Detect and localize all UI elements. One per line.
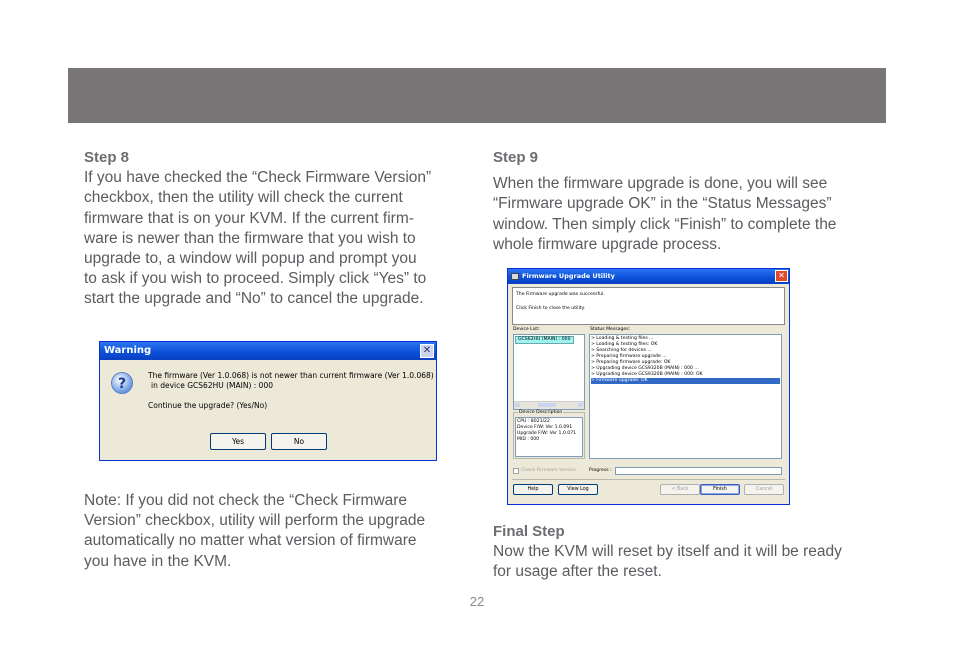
step8-section: [84, 148, 464, 310]
scroll-right-icon[interactable]: [578, 403, 583, 407]
step9-heading: Step 9: [493, 149, 539, 166]
step9-line: window. Then simply click “Finish” to complete the: [493, 215, 837, 233]
device-list-item[interactable]: GCS62HU (MAIN) : 000: [515, 336, 574, 344]
description-line: CPU : 8021/22: [517, 419, 550, 424]
fw-info-panel: [512, 287, 785, 325]
close-icon[interactable]: ✕: [775, 270, 788, 282]
final-step-line: Now the KVM will reset by itself and it will be ready: [493, 543, 842, 561]
device-list-label: Device List:: [513, 327, 540, 332]
description-line: MID : 000: [517, 437, 540, 442]
note-line: you have in the KVM.: [84, 552, 232, 570]
check-firmware-version-checkbox[interactable]: [513, 468, 519, 474]
note-line: Note: If you did not check the “Check Firmware: [84, 492, 408, 509]
horizontal-scrollbar[interactable]: [514, 401, 584, 409]
description-line: Upgrade F/W: Ver 1.0.071: [517, 431, 577, 436]
progress-label: Progress :: [589, 468, 612, 473]
step8-line: firmware that is on your KVM. If the current firm-: [84, 209, 414, 227]
status-message: > Searching for devices ...: [591, 348, 652, 353]
yes-button[interactable]: Yes: [210, 433, 266, 450]
status-message: > Loading & testing files: OK: [591, 342, 658, 347]
view-log-button[interactable]: View Log: [558, 484, 598, 495]
cancel-button[interactable]: Cancel: [744, 484, 784, 495]
fw-instruction-text: Click Finish to close the utility.: [516, 306, 586, 311]
step9-line: When the firmware upgrade is done, you will see: [493, 175, 828, 193]
description-line: Device F/W: Ver 1.0.091: [517, 425, 573, 430]
app-icon: [511, 273, 519, 280]
step8-line: If you have checked the “Check Firmware Version”: [84, 169, 432, 187]
step8-line: ware is newer than the firmware that you wish to: [84, 229, 416, 247]
page-number: 22: [469, 594, 485, 609]
back-button[interactable]: < Back: [660, 484, 700, 495]
final-step-heading: Final Step: [493, 523, 565, 540]
help-button[interactable]: Help: [513, 484, 553, 495]
device-description-box: [515, 417, 583, 457]
check-firmware-version-label: Check Firmware Version: [521, 468, 576, 473]
warning-message-line: in device GCS62HU (MAIN) : 000: [151, 381, 273, 390]
header-banner: [68, 68, 886, 123]
close-icon[interactable]: ✕: [420, 344, 434, 358]
step8-line: to ask if you wish to proceed. Simply click “Yes” to: [84, 270, 427, 288]
step9-section: [493, 148, 873, 255]
status-message-selected: > Firmware upgrade: OK: [591, 378, 780, 384]
fw-success-text: The Firmware upgrade was successful.: [516, 292, 605, 297]
finish-button[interactable]: Finish: [700, 484, 740, 495]
step9-line: “Firmware upgrade OK” in the “Status Messages”: [493, 195, 832, 213]
status-message: > Upgrading device GCS9320B (MAIN) : 000: OK: [591, 372, 703, 377]
status-messages-label: Status Messages:: [590, 327, 631, 332]
scroll-left-icon[interactable]: [515, 403, 520, 407]
warning-message: [148, 371, 434, 391]
note-line: Version” checkbox, utility will perform the upgrade: [84, 512, 426, 530]
final-step-line: for usage after the reset.: [493, 563, 662, 581]
fw-title: Firmware Upgrade Utility: [522, 272, 615, 280]
device-list[interactable]: [513, 334, 585, 410]
step8-line: checkbox, then the utility will check the current: [84, 189, 403, 207]
warning-question: Continue the upgrade? (Yes/No): [148, 401, 268, 410]
warning-message-line: The firmware (Ver 1.0.068) is not newer than current firmware (Ver 1.0.068): [148, 371, 434, 380]
scroll-thumb[interactable]: [538, 403, 556, 407]
step8-line: upgrade to, a window will popup and prompt you: [84, 250, 417, 268]
device-description-group: [513, 412, 585, 459]
final-step-section: [493, 522, 883, 583]
device-description-label: Device Description: [519, 410, 563, 415]
step9-line: whole firmware upgrade process.: [493, 235, 722, 253]
progress-bar: [615, 467, 782, 475]
status-message: > Loading & testing files ...: [591, 336, 654, 341]
warning-title: Warning: [104, 345, 152, 356]
fw-titlebar: [508, 269, 789, 284]
status-message: > Upgrading device GCS9320B (MAIN) : 000 ...: [591, 366, 699, 371]
status-messages-list: [589, 334, 782, 459]
firmware-upgrade-window: [507, 268, 790, 505]
step8-line: start the upgrade and “No” to cancel the upgrade.: [84, 290, 424, 308]
note-line: automatically no matter what version of firmware: [84, 532, 417, 550]
warning-titlebar: [100, 342, 436, 360]
question-icon: ?: [111, 372, 133, 394]
no-button[interactable]: No: [271, 433, 327, 450]
divider: [512, 479, 785, 480]
note-section: [84, 491, 464, 572]
warning-dialog: [99, 341, 437, 461]
status-message: > Preparing firmware upgrade ...: [591, 354, 667, 359]
step8-heading: Step 8: [84, 149, 130, 166]
status-message: > Preparing firmware upgrade: OK: [591, 360, 671, 365]
